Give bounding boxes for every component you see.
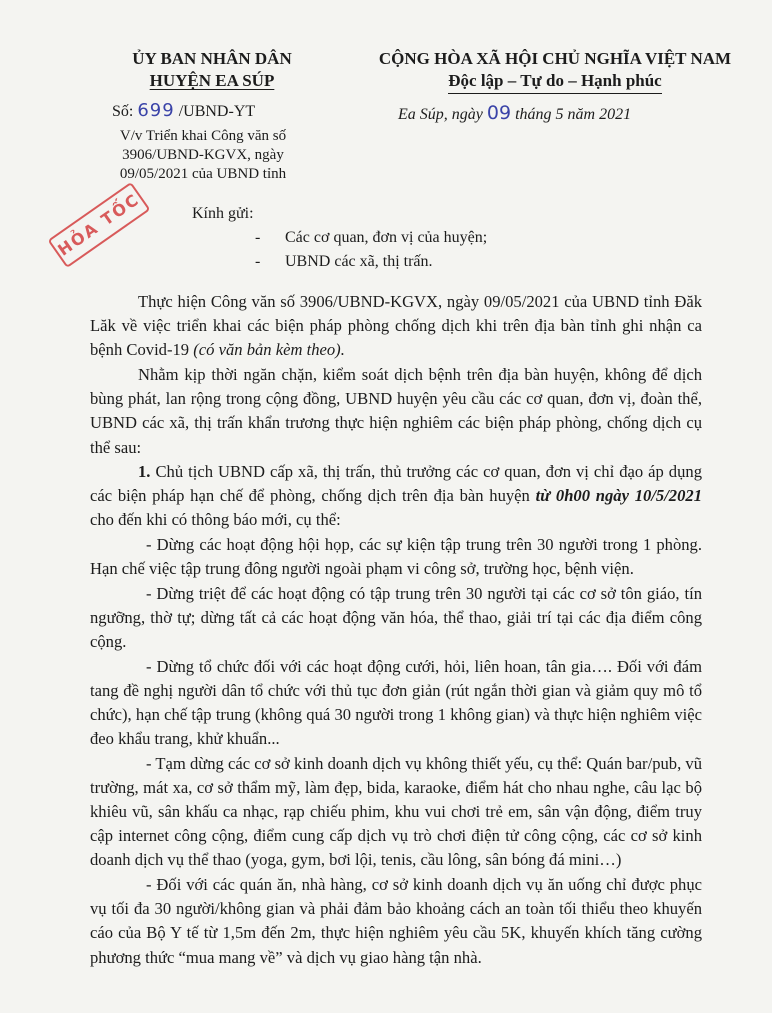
document-number — [112, 100, 255, 121]
subject-line: 09/05/2021 của UBND tỉnh — [119, 166, 287, 182]
measure-item: - Dừng tổ chức đối với các hoạt động cưới, hỏi, liên hoan, tân gia…. Đối với đám tang đề nghị người dân tổ chức với thủ tục đơn giản (rút ngắn thời gian và giảm quy mô tổ chức), hạn chế tập trung (không quá 30 người trong 1 không gian) và thực hiện nghiêm việc đeo khẩu trang, khử khuẩn... — [90, 656, 702, 749]
document-body — [90, 290, 702, 970]
date-day-handwritten: 09 — [486, 102, 512, 124]
measure-item: - Đối với các quán ăn, nhà hàng, cơ sở kinh doanh dịch vụ ăn uống chỉ được phục vụ tối đa 30 người/không gian và phải đảm bảo khoảng cách an toàn tối thiểu theo khuyến cáo của Bộ Y tế từ 1,5m đến 2m, thực hiện nghiêm yêu cầu 5K, khuyến khích tăng cường phương thức “mua mang về” và dịch vụ giao hàng tận nhà. — [90, 874, 702, 967]
recipient-text: UBND các xã, thị trấn. — [285, 253, 433, 270]
attachment-note: (có văn bản kèm theo). — [193, 340, 345, 360]
issuer-name: ỦY BAN NHÂN DÂN — [132, 49, 292, 68]
issuer-district: HUYỆN EA SÚP — [149, 71, 275, 90]
body-paragraph: 1. Chủ tịch UBND cấp xã, thị trấn, thủ trưởng các cơ quan, đơn vị chỉ đạo áp dụng các biện pháp hạn chế để phòng, chống dịch trên địa bàn huyện từ 0h00 ngày 10/5/2021 cho đến khi có thông báo mới, cụ thể: — [90, 462, 702, 530]
doc-number-suffix: /UBND-YT — [178, 103, 256, 120]
body-paragraph: Nhằm kịp thời ngăn chặn, kiểm soát dịch bệnh trên địa bàn huyện, không để dịch bùng phát, lan rộng trong cộng đồng, UBND huyện yêu cầu các cơ quan, đơn vị, đoàn thể, UBND các xã, thị trấn khẩn trương thực hiện nghiêm các biện pháp phòng, chống dịch cụ thể sau: — [90, 364, 702, 457]
issuer-header — [82, 48, 342, 92]
date-prefix: Ea Súp, ngày — [398, 106, 483, 123]
body-paragraph: Thực hiện Công văn số 3906/UBND-KGVX, ngày 09/05/2021 của UBND tỉnh Đăk Lăk về việc triển khai các biện pháp phòng chống dịch khi trên địa bàn tỉnh ghi nhận ca bệnh Covid-19 (có văn bản kèm theo). — [90, 292, 702, 360]
document-subject — [90, 127, 316, 184]
measure-item: - Dừng triệt để các hoạt động có tập trung trên 30 người tại các cơ sở tôn giáo, tín ngưỡng, thờ tự; dừng tất cả các hoạt động văn hóa, thể thao, giải trí tại các địa điểm công cộng. — [90, 583, 702, 652]
national-motto: Độc lập – Tự do – Hạnh phúc — [448, 70, 661, 94]
subject-line: V/v Triển khai Công văn số — [119, 128, 287, 144]
document-date — [398, 102, 631, 124]
national-header — [360, 48, 750, 94]
date-rest: tháng 5 năm 2021 — [515, 106, 632, 123]
item-number: 1. — [138, 462, 151, 482]
measure-item: - Tạm dừng các cơ sở kinh doanh dịch vụ không thiết yếu, cụ thể: Quán bar/pub, vũ trường, mát xa, cơ sở thẩm mỹ, làm đẹp, bida, karaoke, điểm hát cho nhau nghe, câu lạc bộ khiêu vũ, sân khấu ca nhạc, rạp chiếu phim, khu vui chơi trẻ em, sân vận động, điểm truy cập internet công cộng, điểm cung cấp dịch vụ trò chơi điện tử công cộng, các cơ sở kinh doanh dịch vụ thể thao (yoga, gym, bơi lội, tenis, cầu lông, sân bóng đá mini…) — [90, 753, 702, 870]
recipient-item: - Các cơ quan, đơn vị của huyện; — [255, 229, 488, 246]
doc-number-handwritten: 699 — [137, 100, 175, 121]
national-title: CỘNG HÒA XÃ HỘI CHỦ NGHĨA VIỆT NAM — [378, 49, 732, 68]
effective-time: từ 0h00 ngày 10/5/2021 — [535, 486, 702, 506]
recipient-item: - UBND các xã, thị trấn. — [255, 253, 433, 270]
doc-number-prefix: Số: — [112, 103, 134, 120]
subject-line: 3906/UBND-KGVX, ngày — [122, 147, 284, 163]
recipients-greeting: Kính gửi: — [192, 205, 254, 222]
recipient-text: Các cơ quan, đơn vị của huyện; — [285, 229, 488, 246]
measure-item: - Dừng các hoạt động hội họp, các sự kiện tập trung trên 30 người trong 1 phòng. Hạn chế việc tập trung đông người ngoài phạm vi công sở, trường học, bệnh viện. — [90, 534, 702, 579]
urgent-stamp: HỎA TỐC — [47, 182, 150, 268]
